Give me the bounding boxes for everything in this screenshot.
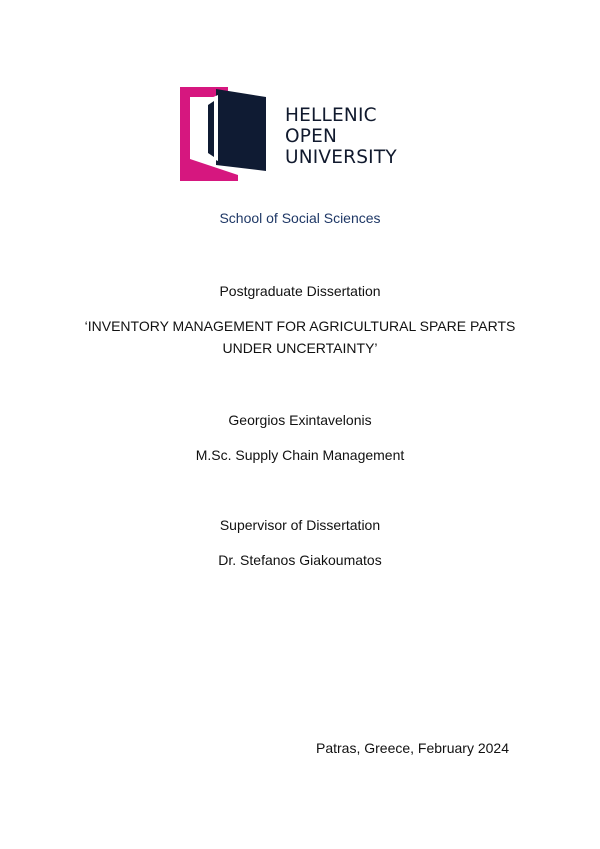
university-logo — [180, 85, 395, 181]
logo-line-3: UNIVERSITY — [285, 147, 397, 168]
dissertation-title-line-1: ‘INVENTORY MANAGEMENT FOR AGRICULTURAL SPARE PARTS — [84, 318, 516, 334]
logo-wordmark — [285, 105, 397, 168]
place-and-date: Patras, Greece, February 2024 — [316, 740, 509, 756]
author-name: Georgios Exintavelonis — [228, 412, 372, 428]
logo-line-2: OPEN — [285, 126, 338, 147]
document-type: Postgraduate Dissertation — [219, 283, 381, 299]
dissertation-title-line-2: UNDER UNCERTAINTY’ — [222, 340, 378, 356]
degree-program: M.Sc. Supply Chain Management — [195, 447, 405, 463]
university-emblem-icon — [180, 85, 272, 181]
supervisor-label: Supervisor of Dissertation — [219, 517, 381, 533]
logo-line-1: HELLENIC — [285, 105, 377, 126]
supervisor-name: Dr. Stefanos Giakoumatos — [218, 552, 382, 568]
school-name: School of Social Sciences — [219, 210, 381, 226]
